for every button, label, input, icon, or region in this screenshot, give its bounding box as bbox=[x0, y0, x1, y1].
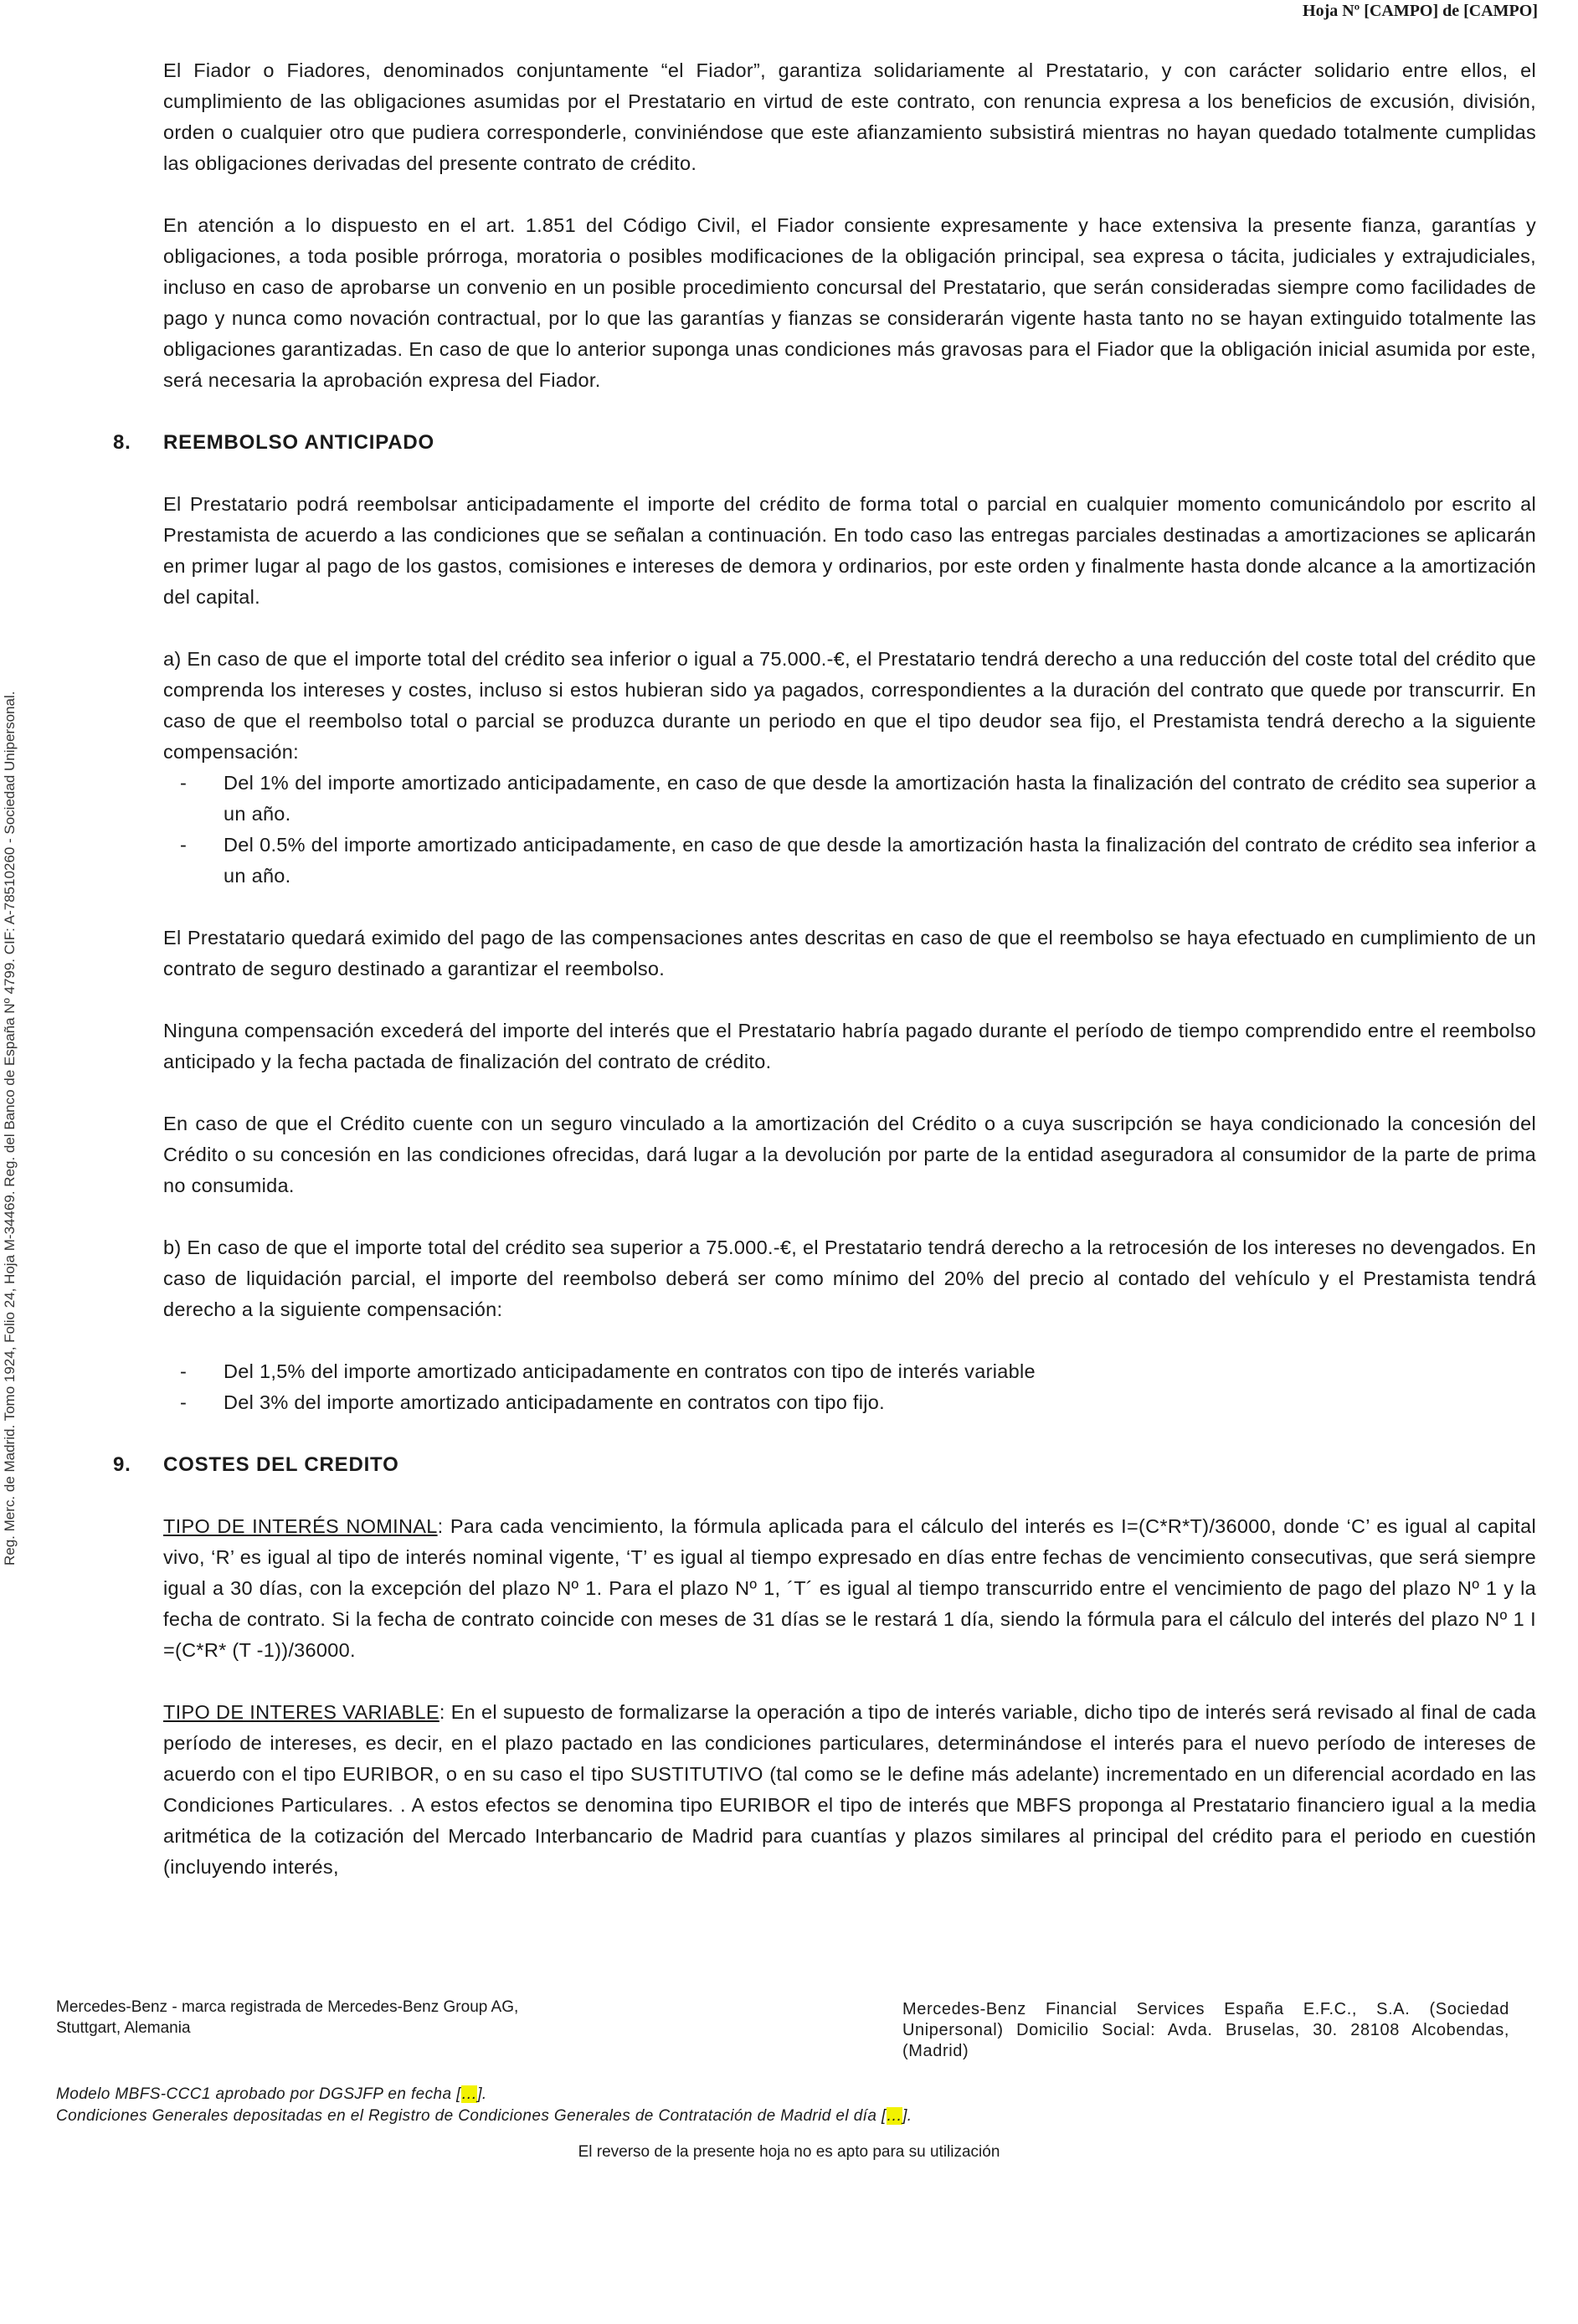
case-a-compensation-list bbox=[163, 768, 1536, 892]
reverse-side-note: El reverso de la presente hoja no es apto para su utilización bbox=[578, 2143, 1000, 2161]
section-9-title: COSTES DEL CREDITO bbox=[163, 1453, 399, 1476]
registry-side-note: Reg. Merc. de Madrid. Tomo 1924, Folio 24, Hoja M-34469. Reg. del Banco de España Nº 4799. CIF: A-78510260 - Sociedad Unipersonal. bbox=[2, 691, 18, 1566]
model-approval-note bbox=[56, 2084, 1521, 2127]
early-repayment-intro: El Prestatario podrá reembolsar anticipadamente el importe del crédito de forma total o parcial en cualquier momento comunicándolo por escrito al Prestamista de acuerdo a las condiciones que se señalan a continuación. En todo caso las entregas parciales destinadas a amortizaciones se aplicarán en primer lugar al pago de los gastos, comisiones e intereses de demora y ordinarios, por este orden y finalmente hasta donde alcance a la amortización del capital. bbox=[163, 493, 1536, 608]
insurance-paragraph: En caso de que el Crédito cuente con un seguro vinculado a la amortización del Crédito o a cuya suscripción se haya condicionado la concesión del Crédito o su concesión en las condiciones ofrecidas, dará lugar a la devolución por parte de la entidad aseguradora al consumidor de la parte de prima no consumida. bbox=[163, 1113, 1536, 1196]
registry-deposit-line: Condiciones Generales depositadas en el Registro de Condiciones Generales de Contratación de Madrid el día […]. bbox=[56, 2107, 912, 2125]
case-a-paragraph: a) En caso de que el importe total del crédito sea inferior o igual a 75.000.-€, el Prestatario tendrá derecho a una reducción del coste total del crédito que comprenda los intereses y costes, incluso si estos hubieran sido ya pagados, correspondientes a la duración del contrato que quede por transcurrir. En caso de que el reembolso total o parcial se produzca durante un periodo en que el tipo deudor sea fijo, el Prestamista tendrá derecho a la siguiente compensación: bbox=[163, 648, 1536, 763]
case-b-paragraph: b) En caso de que el importe total del crédito sea superior a 75.000.-€, el Prestatario tendrá derecho a la retrocesión de los intereses no devengados. En caso de liquidación parcial, el importe del reembolso deberá ser como mínimo del 20% del precio al contado del vehículo y el Prestamista tendrá derecho a la siguiente compensación: bbox=[163, 1237, 1536, 1320]
section-8-title: REEMBOLSO ANTICIPADO bbox=[163, 431, 435, 454]
list-item: - Del 1% del importe amortizado anticipadamente, en caso de que desde la amortización hasta la finalización del contrato de crédito sea superior a un año. bbox=[163, 768, 1536, 830]
company-address-note: Mercedes-Benz Financial Services España E.F.C., S.A. (Sociedad Unipersonal) Domicilio Social: Avda. Bruselas, 30. 28108 Alcobendas, (Madrid) bbox=[902, 2000, 1509, 2060]
guarantor-paragraph-1: El Fiador o Fiadores, denominados conjuntamente “el Fiador”, garantiza solidariamente al Prestatario, y con carácter solidario entre ellos, el cumplimiento de las obligaciones asumidas por el Prestatario en virtud de este contrato, con renuncia expresa a los beneficios de excusión, división, orden o cualquier otro que pudiera corresponderle, conviniéndose que este afianzamiento subsistirá mientras no hayan quedado totalmente cumplidas las obligaciones derivadas del presente contrato de crédito. bbox=[163, 59, 1536, 174]
variable-interest-text: : En el supuesto de formalizarse la operación a tipo de interés variable, dicho tipo de interés será revisado al final de cada período de intereses, es decir, en el plazo pactado en las condiciones particulares, determinándose el interés para el nuevo período de intereses de acuerdo con el tipo EURIBOR, o en su caso el tipo SUSTITUTIVO (tal como se le define más adelante) incrementado en un diferencial acordado en las Condiciones Particulares. . A estos efectos se denomina tipo EURIBOR el tipo de interés que MBFS proponga al Prestatario financiero igual a la media aritmética de la cotización del Mercado Interbancario de Madrid para cuantías y plazos similares al principal del crédito para el periodo en cuestión (incluyendo interés, bbox=[163, 1701, 1536, 1878]
sheet-number-header: Hoja Nº [CAMPO] de [CAMPO] bbox=[1303, 2, 1538, 20]
list-item: - Del 1,5% del importe amortizado anticipadamente en contratos con tipo de interés variable bbox=[163, 1356, 1536, 1387]
list-item: - Del 0.5% del importe amortizado anticipadamente, en caso de que desde la amortización hasta la finalización del contrato de crédito sea inferior a un año. bbox=[163, 830, 1536, 892]
variable-interest-paragraph bbox=[163, 1697, 1536, 1883]
variable-interest-label: TIPO DE INTERES VARIABLE bbox=[163, 1701, 439, 1723]
model-approval-line: Modelo MBFS-CCC1 aprobado por DGSJFP en fecha […]. bbox=[56, 2085, 487, 2103]
case-b-compensation-list bbox=[163, 1356, 1536, 1418]
section-9-heading bbox=[113, 1449, 1536, 1480]
contract-body bbox=[113, 55, 1537, 1914]
date-placeholder: … bbox=[460, 2085, 478, 2103]
trademark-line-1: Mercedes-Benz - marca registrada de Mercedes-Benz Group AG, bbox=[56, 1998, 519, 2016]
date-placeholder: … bbox=[886, 2107, 903, 2125]
trademark-line-2: Stuttgart, Alemania bbox=[56, 2019, 191, 2037]
list-item: - Del 3% del importe amortizado anticipadamente en contratos con tipo fijo. bbox=[163, 1387, 1536, 1418]
nominal-interest-label: TIPO DE INTERÉS NOMINAL bbox=[163, 1515, 438, 1537]
compensation-limit-paragraph: Ninguna compensación excederá del importe del interés que el Prestatario habría pagado durante el período de tiempo comprendido entre el reembolso anticipado y la fecha pactada de finalización del contrato de crédito. bbox=[163, 1020, 1536, 1072]
section-8-number: 8. bbox=[113, 431, 131, 454]
section-8-heading bbox=[113, 427, 1536, 458]
guarantor-paragraph-2: En atención a lo dispuesto en el art. 1.851 del Código Civil, el Fiador consiente expresamente y hace extensiva la presente fianza, garantías y obligaciones, a toda posible prórroga, moratoria o posibles modificaciones de la obligación principal, sea expresa o tácita, judiciales y extrajudiciales, incluso en caso de aprobarse un convenio en un posible procedimiento concursal del Prestatario, que serán consideradas siempre como facilidades de pago y nunca como novación contractual, por lo que las garantías y fianzas se considerarán vigente hasta tanto no se hayan extinguido totalmente las obligaciones garantizadas. En caso de que lo anterior suponga unas condiciones más gravosas para el Fiador que la obligación inicial asumida por este, será necesaria la aprobación expresa del Fiador. bbox=[163, 214, 1536, 391]
nominal-interest-paragraph bbox=[163, 1511, 1536, 1666]
exemption-paragraph: El Prestatario quedará eximido del pago de las compensaciones antes descritas en caso de que el reembolso se haya efectuado en cumplimiento de un contrato de seguro destinado a garantizar el reembolso. bbox=[163, 927, 1536, 979]
brand-trademark-note bbox=[56, 1997, 575, 2039]
nominal-interest-text: : Para cada vencimiento, la fórmula aplicada para el cálculo del interés es I=(C*R*T)/36000, donde ‘C’ es igual al capital vivo, ‘R’ es igual al tipo de interés nominal vigente, ‘T’ es igual al tiempo expresado en días entre fechas de vencimiento consecutivas, que será siempre igual a 30 días, con la excepción del plazo Nº 1. Para el plazo Nº 1, ´T´ es igual al tiempo transcurrido entre el vencimiento de pago del plazo Nº 1 y la fecha de contrato. Si la fecha de contrato coincide con meses de 31 días se le restará 1 día, siendo la fórmula para el cálculo del interés del plazo Nº 1 I =(C*R* (T -1))/36000. bbox=[163, 1515, 1537, 1661]
section-9-number: 9. bbox=[113, 1453, 131, 1476]
